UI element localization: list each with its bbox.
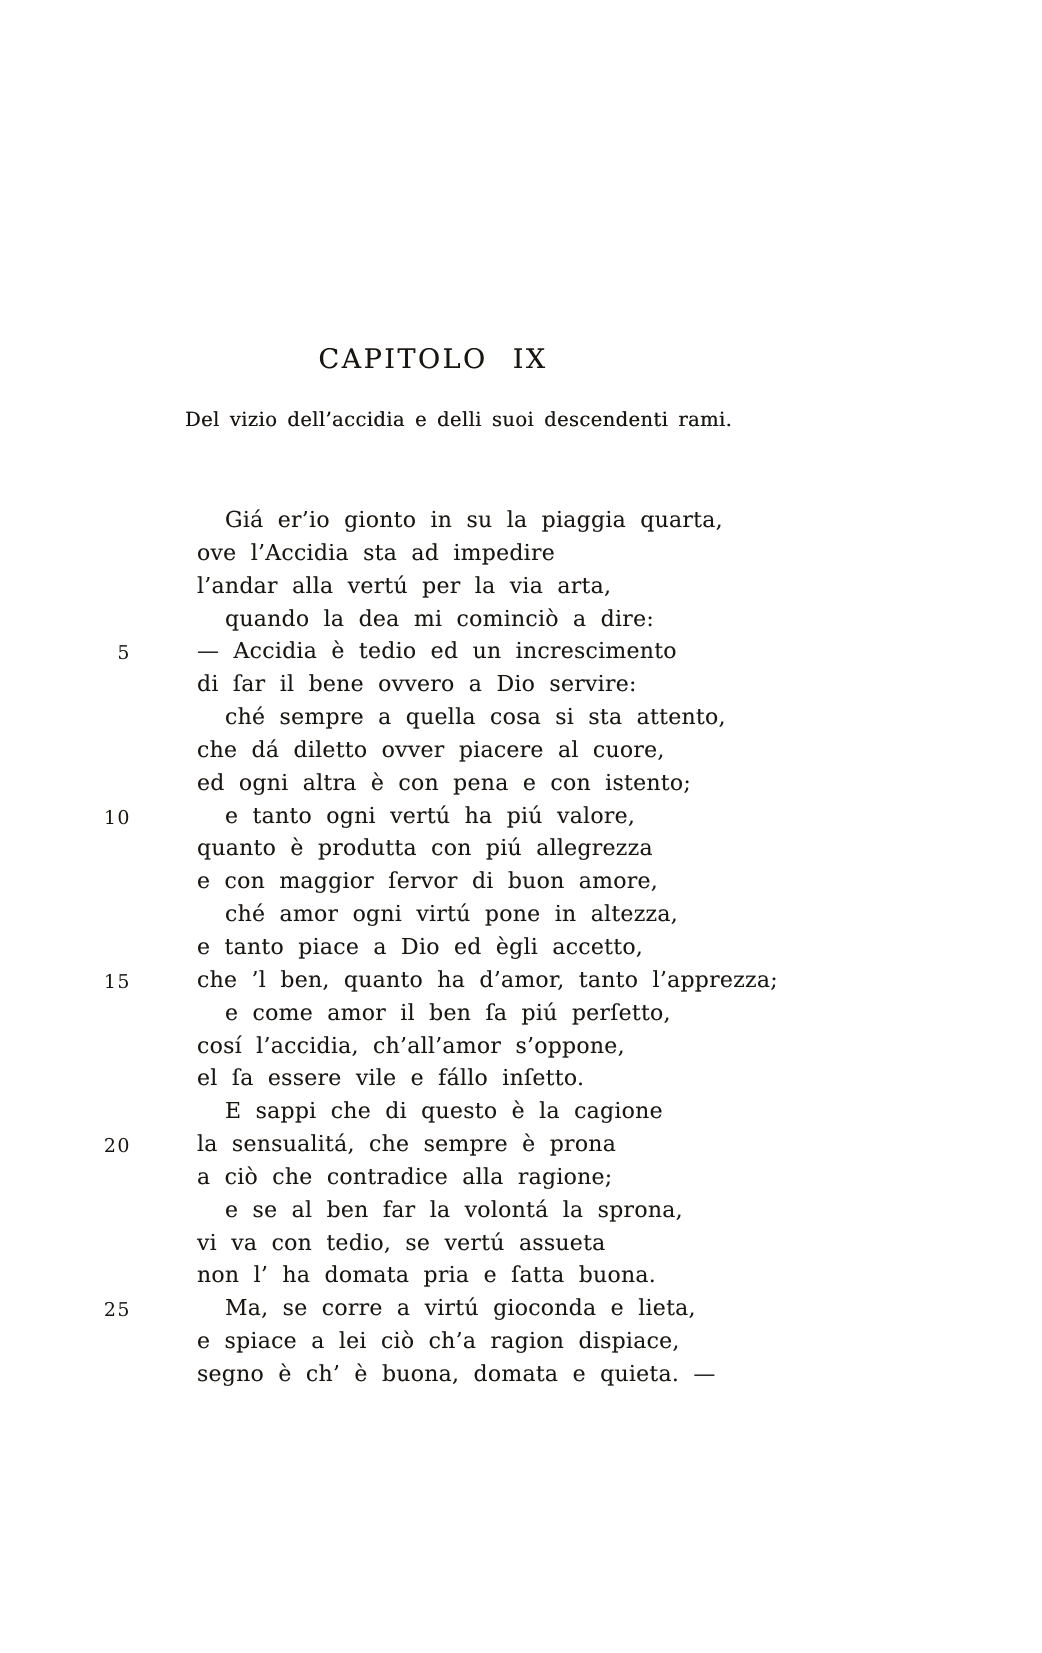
poem-line xyxy=(97,866,817,899)
line-number: 20 xyxy=(103,1135,131,1158)
verse-text: l’andar alla vertú per la via arta, xyxy=(197,573,612,599)
verse-text: e tanto ogni vertú ha piú valore, xyxy=(225,803,636,829)
verse-text: quanto è produtta con piú allegrezza xyxy=(197,836,653,862)
line-number: 5 xyxy=(117,642,131,665)
poem-line xyxy=(97,702,817,735)
line-number: 15 xyxy=(103,970,131,993)
verse-text: e se al ben far la volontá la sprona, xyxy=(225,1197,683,1223)
poem-line xyxy=(97,833,817,866)
poem-line xyxy=(97,1260,817,1293)
poem-line xyxy=(97,735,817,768)
verse-text: di ſar il bene ovvero a Dio servire: xyxy=(197,672,637,698)
poem-line xyxy=(97,932,817,965)
line-number: 25 xyxy=(103,1299,131,1322)
verse-text: e spiace a lei ciò ch’a ragion dispiace, xyxy=(197,1329,680,1355)
line-number: 10 xyxy=(103,806,131,829)
poem-line xyxy=(97,538,817,571)
poem-line xyxy=(97,1326,817,1359)
poem-line xyxy=(97,505,817,538)
poem-line xyxy=(97,899,817,932)
chapter-title: CAPITOLO IX xyxy=(318,344,548,375)
poem-line xyxy=(97,965,817,998)
poem-line xyxy=(97,571,817,604)
verse-text: a ciò che contradice alla ragione; xyxy=(197,1164,613,1190)
poem-line xyxy=(97,1228,817,1261)
verse-text: vi va con tedio, se vertú assueta xyxy=(197,1230,606,1256)
poem-line xyxy=(97,1031,817,1064)
chapter-subtitle: Del vizio dell’accidia e delli suoi descendenti rami. xyxy=(185,408,733,431)
verse-text: la sensualitá, che sempre è prona xyxy=(197,1132,617,1158)
poem-line xyxy=(97,1162,817,1195)
verse-text: ché amor ogni virtú pone in altezza, xyxy=(225,902,678,928)
poem-line xyxy=(97,636,817,669)
poem-line xyxy=(97,1359,817,1392)
poem-line xyxy=(97,1096,817,1129)
verse-text: ché sempre a quella cosa si sta attento, xyxy=(225,705,726,731)
poem-line xyxy=(97,768,817,801)
verse-text: che ’l ben, quanto ha d’amor, tanto l’apprezza; xyxy=(197,967,778,993)
poem-line xyxy=(97,801,817,834)
poem-line xyxy=(97,669,817,702)
verse-text: el ſa essere vile e fállo inſetto. xyxy=(197,1066,585,1092)
verse-text: e come amor il ben ſa piú perſetto, xyxy=(225,1000,671,1026)
verse-text: cosí l’accidia, ch’all’amor s’oppone, xyxy=(197,1033,625,1059)
verse-text: quando la dea mi cominciò a dire: xyxy=(225,606,655,632)
verse-text: ove l’Accidia sta ad impedire xyxy=(197,540,556,566)
poem-line xyxy=(97,1063,817,1096)
verse-text: ed ogni altra è con pena e con istento; xyxy=(197,770,692,796)
verse-text: Giá er’io gionto in su la piaggia quarta, xyxy=(225,508,723,533)
verse-text: E sappi che di questo è la cagione xyxy=(225,1099,663,1125)
verse-text: che dá diletto ovver piacere al cuore, xyxy=(197,737,665,763)
verse-text: non l’ ha domata pria e ſatta buona. xyxy=(197,1263,656,1289)
poem-line xyxy=(97,1293,817,1326)
verse-text: — Accidia è tedio ed un increscimento xyxy=(197,639,677,665)
verse-text: segno è ch’ è buona, domata e quieta. — xyxy=(197,1361,716,1387)
verse-text: Ma, se corre a virtú gioconda e lieta, xyxy=(225,1296,696,1322)
poem-line xyxy=(97,1129,817,1162)
verse-text: e tanto piace a Dio ed ègli accetto, xyxy=(197,934,644,960)
poem-line xyxy=(97,1195,817,1228)
poem-line xyxy=(97,998,817,1031)
poem-line xyxy=(97,604,817,637)
verse-text: e con maggior ſervor di buon amore, xyxy=(197,869,659,895)
poem xyxy=(97,505,817,1392)
